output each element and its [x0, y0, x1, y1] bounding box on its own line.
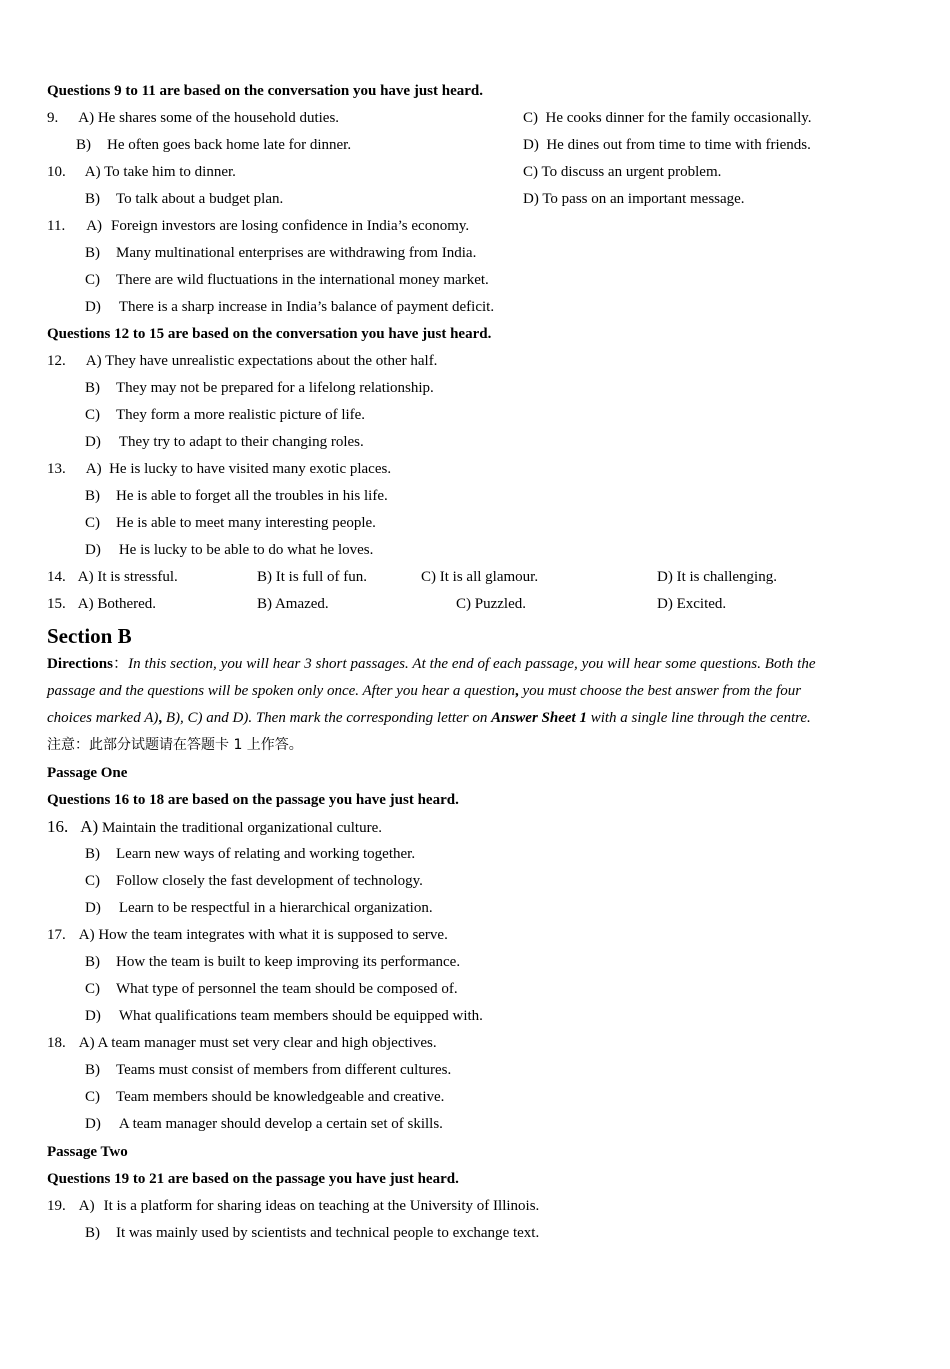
option-text: Amazed. [274, 596, 329, 612]
question-18-option-c [85, 1088, 444, 1106]
option-label: C) [421, 569, 436, 585]
option-text: There is a sharp increase in India’s balance of payment deficit. [118, 299, 495, 315]
question-17-option-c [85, 980, 458, 998]
option-text: Many multinational enterprises are withdrawing from India. [116, 245, 477, 261]
question-14-option-a [47, 568, 178, 586]
option-label: D) [85, 299, 101, 315]
question-19-option-a [47, 1197, 539, 1215]
option-label: D) [85, 542, 101, 558]
option-text: Excited. [676, 596, 727, 612]
question-14-option-d [657, 568, 777, 586]
option-text: A team manager should develop a certain set of skills. [118, 1116, 443, 1132]
question-17-option-d [85, 1007, 483, 1025]
option-label: B) [85, 191, 100, 207]
question-14-option-c [421, 568, 538, 586]
option-label: A) [78, 110, 95, 126]
question-15-option-c [456, 595, 526, 613]
question-number: 9. [47, 110, 59, 126]
option-label: B) [85, 954, 100, 970]
question-12-option-c [85, 406, 365, 424]
option-label: A) [86, 218, 103, 234]
question-group-heading: Questions 12 to 15 are based on the conversation you have just heard. [47, 326, 492, 342]
option-label: B) [85, 245, 100, 261]
question-15-option-d [657, 595, 726, 613]
option-label: D) [523, 137, 539, 153]
question-11-option-d [85, 298, 494, 316]
option-text: How the team integrates with what it is supposed to serve. [98, 927, 448, 943]
section-title: Section B [47, 624, 132, 648]
question-19-option-b [85, 1224, 539, 1242]
question-15-option-a [47, 595, 156, 613]
directions-colon: ： [113, 656, 129, 672]
option-label: A) [77, 569, 94, 585]
directions-note: 注意：此部分试题请在答题卡 1 上作答。 [47, 737, 303, 753]
option-text: Puzzled. [474, 596, 526, 612]
question-number: 12. [47, 353, 66, 369]
option-text: What type of personnel the team should be composed of. [116, 981, 458, 997]
option-label: A) [78, 1035, 95, 1051]
option-text: He dines out from time to time with friends. [546, 137, 811, 153]
directions-comma: , [515, 683, 519, 699]
question-9-option-a [47, 109, 339, 127]
option-label: B) [85, 1225, 100, 1241]
directions-text: B), C) and D). Then mark the corresponding letter on [162, 710, 492, 726]
option-text: There are wild fluctuations in the international money market. [116, 272, 489, 288]
question-10-option-b [85, 190, 283, 208]
option-text: It is all glamour. [439, 569, 539, 585]
option-text: Maintain the traditional organizational culture. [101, 820, 383, 836]
option-text: He is lucky to be able to do what he loves. [118, 542, 374, 558]
option-text: It is full of fun. [275, 569, 367, 585]
option-label: B) [85, 846, 100, 862]
question-15-option-b [257, 595, 329, 613]
option-label: A) [80, 817, 99, 836]
option-text: To pass on an important message. [542, 191, 745, 207]
question-number: 19. [47, 1198, 66, 1214]
option-label: A) [84, 164, 101, 180]
answer-sheet-ref: Answer Sheet 1 [491, 710, 587, 726]
question-17-option-b [85, 953, 460, 971]
question-18-option-a [47, 1034, 437, 1052]
question-10-option-a [47, 163, 236, 181]
option-text: It is stressful. [97, 569, 178, 585]
option-label: D) [657, 569, 673, 585]
option-text: They have unrealistic expectations about the other half. [105, 353, 438, 369]
option-label: A) [77, 596, 94, 612]
question-number: 14. [47, 569, 66, 585]
option-text: They may not be prepared for a lifelong relationship. [116, 380, 434, 396]
passage-title: Passage One [47, 765, 128, 781]
option-label: C) [85, 981, 100, 997]
option-label: B) [85, 380, 100, 396]
option-text: He is able to meet many interesting people. [116, 515, 376, 531]
option-label: A) [78, 1198, 95, 1214]
directions-line-2 [47, 682, 801, 700]
directions-label: Directions [47, 656, 114, 672]
question-number: 13. [47, 461, 66, 477]
option-label: D) [85, 900, 101, 916]
directions-text: choices marked A) [47, 710, 159, 726]
passage-title: Passage Two [47, 1144, 128, 1160]
directions-line-1 [47, 655, 816, 673]
option-label: D) [85, 1008, 101, 1024]
question-group-heading: Questions 16 to 18 are based on the passage you have just heard. [47, 792, 459, 808]
question-number: 11. [47, 218, 66, 234]
option-text: To take him to dinner. [104, 164, 236, 180]
question-16-option-b [85, 845, 415, 863]
option-label: A) [85, 353, 102, 369]
option-text: He is able to forget all the troubles in his life. [116, 488, 388, 504]
question-11-option-b [85, 244, 476, 262]
option-label: D) [85, 434, 101, 450]
option-label: C) [85, 272, 100, 288]
option-label: C) [85, 873, 100, 889]
question-9-option-d [523, 136, 811, 154]
option-text: Foreign investors are losing confidence in India’s economy. [111, 218, 470, 234]
question-number: 18. [47, 1035, 66, 1051]
question-13-option-b [85, 487, 388, 505]
option-text: He shares some of the household duties. [97, 110, 340, 126]
option-text: Follow closely the fast development of technology. [116, 873, 423, 889]
option-label: B) [76, 137, 91, 153]
question-11-option-a [47, 217, 469, 235]
option-text: Learn new ways of relating and working together. [116, 846, 416, 862]
option-text: To talk about a budget plan. [116, 191, 284, 207]
question-16-option-c [85, 872, 423, 890]
option-text: Learn to be respectful in a hierarchical organization. [118, 900, 433, 916]
question-group-heading: Questions 9 to 11 are based on the conversation you have just heard. [47, 83, 483, 99]
option-text: Bothered. [97, 596, 157, 612]
question-11-option-c [85, 271, 489, 289]
question-16-option-d [85, 899, 433, 917]
question-number: 10. [47, 164, 66, 180]
option-text: Teams must consist of members from different cultures. [116, 1062, 452, 1078]
question-number: 17. [47, 927, 66, 943]
option-label: C) [85, 407, 100, 423]
option-text: What qualifications team members should be equipped with. [118, 1008, 483, 1024]
question-10-option-c [523, 163, 721, 181]
question-18-option-b [85, 1061, 451, 1079]
question-17-option-a [47, 926, 448, 944]
option-label: D) [523, 191, 539, 207]
option-text: A team manager must set very clear and high objectives. [97, 1035, 437, 1051]
option-label: C) [456, 596, 471, 612]
question-12-option-d [85, 433, 364, 451]
option-text: They try to adapt to their changing roles. [118, 434, 364, 450]
question-18-option-d [85, 1115, 443, 1133]
option-label: C) [523, 164, 538, 180]
option-label: B) [85, 488, 100, 504]
option-label: C) [85, 1089, 100, 1105]
option-text: It is challenging. [676, 569, 777, 585]
question-number: 15. [47, 596, 66, 612]
directions-text: In this section, you will hear 3 short passages. At the end of each passage, you will hear some questions. Both the [128, 656, 816, 672]
option-label: A) [78, 927, 95, 943]
option-text: He often goes back home late for dinner. [107, 137, 352, 153]
option-text: They form a more realistic picture of life. [116, 407, 366, 423]
directions-text: passage and the questions will be spoken only once. After you hear a question [47, 683, 515, 699]
option-text: It is a platform for sharing ideas on teaching at the University of Illinois. [103, 1198, 540, 1214]
question-12-option-a [47, 352, 437, 370]
question-12-option-b [85, 379, 434, 397]
question-9-option-b [76, 136, 351, 154]
directions-text: with a single line through the centre. [586, 710, 811, 726]
question-13-option-a [47, 460, 391, 478]
directions-text: you must choose the best answer from the four [518, 683, 802, 699]
option-text: He is lucky to have visited many exotic places. [109, 461, 392, 477]
option-label: B) [257, 596, 272, 612]
question-9-option-c [523, 109, 812, 127]
question-14-option-b [257, 568, 367, 586]
option-label: B) [257, 569, 272, 585]
option-label: D) [85, 1116, 101, 1132]
option-label: B) [85, 1062, 100, 1078]
option-text: It was mainly used by scientists and technical people to exchange text. [116, 1225, 540, 1241]
question-group-heading: Questions 19 to 21 are based on the passage you have just heard. [47, 1171, 459, 1187]
option-text: To discuss an urgent problem. [541, 164, 722, 180]
question-13-option-d [85, 541, 373, 559]
question-13-option-c [85, 514, 376, 532]
option-text: He cooks dinner for the family occasionally. [545, 110, 812, 126]
question-16-option-a [47, 818, 382, 837]
option-text: How the team is built to keep improving its performance. [116, 954, 461, 970]
option-text: Team members should be knowledgeable and creative. [116, 1089, 445, 1105]
option-label: C) [523, 110, 538, 126]
question-10-option-d [523, 190, 745, 208]
directions-comma: , [158, 710, 163, 726]
question-number: 16. [47, 817, 69, 836]
option-label: C) [85, 515, 100, 531]
option-label: D) [657, 596, 673, 612]
option-label: A) [85, 461, 102, 477]
directions-line-3 [47, 709, 811, 727]
